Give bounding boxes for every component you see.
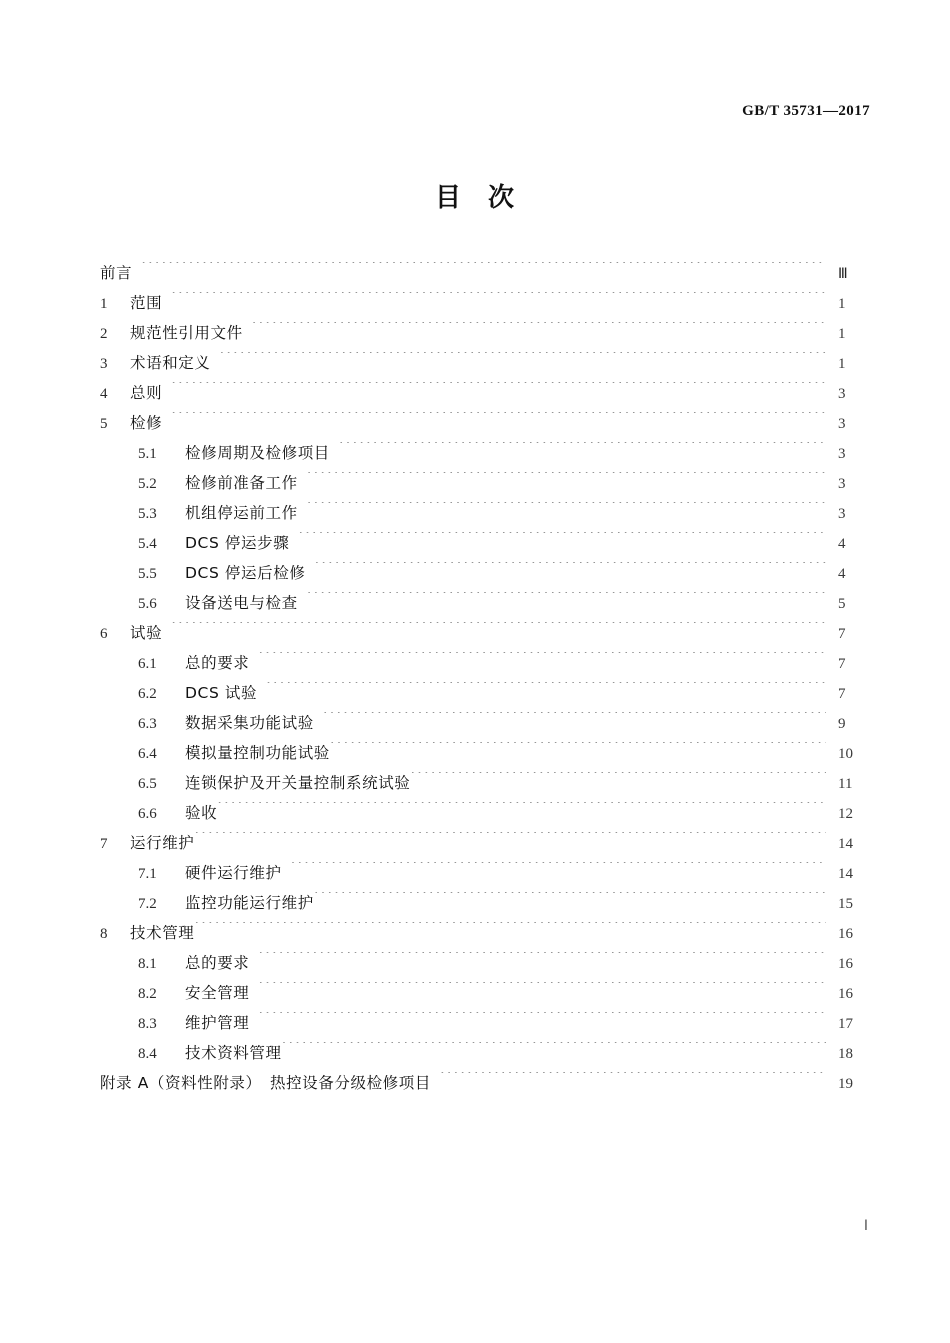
toc-dot-leader: [194, 832, 826, 848]
toc-entry-page-number: 16: [838, 956, 853, 972]
toc-entry-label: 规范性引用文件: [130, 324, 243, 342]
page-title: [0, 177, 950, 214]
toc-dot-leader: [217, 802, 826, 818]
toc-entry-page-number: 19: [838, 1076, 853, 1092]
toc-entry-number: 7: [100, 836, 108, 852]
toc-dot-leader: [171, 622, 826, 638]
toc-entry-label: 模拟量控制功能试验: [185, 744, 330, 762]
toc-entry-number: 6.4: [138, 746, 157, 762]
toc-dot-leader: [171, 292, 826, 308]
toc-entry-page-number: 9: [838, 716, 846, 732]
toc-entry-label: 总的要求: [185, 654, 250, 672]
toc-entry-number: 8.2: [138, 986, 157, 1002]
toc-entry-page-number: 1: [838, 326, 846, 342]
toc-dot-leader: [339, 442, 826, 458]
toc-dot-leader: [291, 862, 826, 878]
toc-entry-page-number: 3: [838, 416, 846, 432]
toc-entry[interactable]: [100, 288, 872, 318]
standard-number-header: GB/T 35731—2017: [742, 103, 870, 119]
toc-entry-label: 术语和定义: [130, 354, 211, 372]
toc-entry-label: 机组停运前工作: [185, 504, 298, 522]
toc-entry-page-number: 10: [838, 746, 853, 762]
toc-entry-page-number: 12: [838, 806, 853, 822]
toc-entry[interactable]: [100, 438, 872, 468]
toc-entry[interactable]: [100, 828, 872, 858]
toc-entry-label: 硬件运行维护: [185, 864, 282, 882]
toc-entry-label: 总则: [130, 384, 163, 402]
toc-entry[interactable]: [100, 948, 872, 978]
toc-entry[interactable]: [100, 1068, 872, 1098]
toc-entry[interactable]: [100, 348, 872, 378]
toc-dot-leader: [266, 682, 826, 698]
toc-entry-label: 技术管理: [130, 924, 195, 942]
toc-entry-label: 附录 A（资料性附录） 热控设备分级检修项目: [100, 1074, 431, 1092]
toc-entry[interactable]: [100, 318, 872, 348]
toc-entry-number: 8.3: [138, 1016, 157, 1032]
toc-entry-number: 6: [100, 626, 108, 642]
toc-entry-number: 6.3: [138, 716, 157, 732]
toc-dot-leader: [171, 382, 826, 398]
toc-entry-page-number: Ⅲ: [838, 266, 848, 282]
toc-entry-label: DCS 试验: [185, 684, 258, 702]
toc-entry[interactable]: [100, 648, 872, 678]
toc-dot-leader: [258, 652, 826, 668]
toc-entry-page-number: 3: [838, 386, 846, 402]
toc-dot-leader: [220, 352, 826, 368]
toc-entry-label: DCS 停运后检修: [185, 564, 306, 582]
toc-entry[interactable]: [100, 1008, 872, 1038]
toc-entry-label: 监控功能运行维护: [185, 894, 314, 912]
toc-entry-page-number: 14: [838, 836, 853, 852]
toc-entry-page-number: 15: [838, 896, 853, 912]
toc-entry-number: 8.1: [138, 956, 157, 972]
toc-entry-label: 设备送电与检查: [185, 594, 298, 612]
toc-entry[interactable]: [100, 708, 872, 738]
toc-entry[interactable]: [100, 678, 872, 708]
toc-dot-leader: [314, 562, 826, 578]
toc-entry-page-number: 16: [838, 986, 853, 1002]
toc-entry[interactable]: [100, 738, 872, 768]
toc-entry[interactable]: [100, 528, 872, 558]
toc-entry-label: 范围: [130, 294, 163, 312]
toc-dot-leader: [330, 742, 826, 758]
toc-entry[interactable]: [100, 1038, 872, 1068]
toc-dot-leader: [323, 712, 826, 728]
toc-entry-page-number: 4: [838, 536, 846, 552]
toc-entry-label: 运行维护: [130, 834, 195, 852]
toc-entry-number: 6.1: [138, 656, 157, 672]
toc-entry-number: 7.1: [138, 866, 157, 882]
table-of-contents: [100, 258, 872, 1098]
toc-entry-page-number: 11: [838, 776, 853, 792]
toc-entry-page-number: 7: [838, 626, 846, 642]
toc-entry[interactable]: [100, 258, 872, 288]
toc-entry-number: 7.2: [138, 896, 157, 912]
toc-entry-page-number: 14: [838, 866, 853, 882]
toc-entry[interactable]: [100, 858, 872, 888]
toc-entry-page-number: 1: [838, 356, 846, 372]
toc-entry-label: 前言: [100, 264, 133, 282]
toc-entry[interactable]: [100, 618, 872, 648]
toc-entry-page-number: 18: [838, 1046, 853, 1062]
toc-entry-page-number: 3: [838, 446, 846, 462]
toc-entry[interactable]: [100, 408, 872, 438]
toc-dot-leader: [307, 472, 826, 488]
toc-entry-label: 验收: [185, 804, 218, 822]
toc-dot-leader: [298, 532, 826, 548]
toc-dot-leader: [258, 982, 826, 998]
toc-entry[interactable]: [100, 378, 872, 408]
page-title-char-1: 目: [434, 183, 462, 213]
toc-entry-label: 连锁保护及开关量控制系统试验: [185, 774, 411, 792]
toc-entry[interactable]: [100, 498, 872, 528]
toc-entry[interactable]: [100, 588, 872, 618]
toc-entry-page-number: 16: [838, 926, 853, 942]
toc-dot-leader: [258, 1012, 826, 1028]
toc-entry-number: 6.5: [138, 776, 157, 792]
toc-entry-page-number: 5: [838, 596, 846, 612]
toc-entry[interactable]: [100, 918, 872, 948]
toc-entry[interactable]: [100, 978, 872, 1008]
toc-dot-leader: [194, 922, 826, 938]
toc-entry-label: 总的要求: [185, 954, 250, 972]
toc-dot-leader: [410, 772, 826, 788]
toc-entry-number: 5: [100, 416, 108, 432]
toc-entry-page-number: 3: [838, 476, 846, 492]
toc-entry-number: 5.5: [138, 566, 157, 582]
toc-entry-number: 5.4: [138, 536, 157, 552]
toc-entry-page-number: 4: [838, 566, 846, 582]
page-title-char-2: 次: [488, 183, 516, 213]
toc-entry-number: 5.3: [138, 506, 157, 522]
toc-entry-number: 4: [100, 386, 108, 402]
toc-entry-label: DCS 停运步骤: [185, 534, 290, 552]
toc-dot-leader: [141, 262, 826, 278]
toc-entry-label: 检修前准备工作: [185, 474, 298, 492]
toc-dot-leader: [258, 952, 826, 968]
toc-entry-label: 安全管理: [185, 984, 250, 1002]
toc-entry-page-number: 1: [838, 296, 846, 312]
page-folio: Ⅰ: [863, 1218, 868, 1234]
toc-dot-leader: [314, 892, 826, 908]
toc-entry[interactable]: [100, 468, 872, 498]
toc-entry-page-number: 17: [838, 1016, 853, 1032]
toc-entry-label: 维护管理: [185, 1014, 250, 1032]
toc-entry-page-number: 7: [838, 656, 846, 672]
toc-entry[interactable]: [100, 768, 872, 798]
toc-entry-number: 2: [100, 326, 108, 342]
toc-entry-number: 5.1: [138, 446, 157, 462]
toc-entry-label: 检修: [130, 414, 163, 432]
toc-entry[interactable]: [100, 888, 872, 918]
toc-entry-number: 5.6: [138, 596, 157, 612]
toc-dot-leader: [307, 592, 826, 608]
toc-dot-leader: [440, 1072, 826, 1088]
toc-entry-label: 技术资料管理: [185, 1044, 282, 1062]
toc-entry[interactable]: [100, 558, 872, 588]
toc-entry-number: 8: [100, 926, 108, 942]
toc-dot-leader: [282, 1042, 826, 1058]
toc-entry-page-number: 3: [838, 506, 846, 522]
toc-entry-number: 3: [100, 356, 108, 372]
toc-entry-number: 6.6: [138, 806, 157, 822]
toc-entry-label: 数据采集功能试验: [185, 714, 314, 732]
toc-entry-number: 1: [100, 296, 108, 312]
toc-dot-leader: [307, 502, 826, 518]
toc-entry-page-number: 7: [838, 686, 846, 702]
toc-entry-number: 6.2: [138, 686, 157, 702]
toc-entry-label: 检修周期及检修项目: [185, 444, 330, 462]
toc-entry[interactable]: [100, 798, 872, 828]
toc-entry-label: 试验: [130, 624, 163, 642]
toc-dot-leader: [171, 412, 826, 428]
toc-entry-number: 8.4: [138, 1046, 157, 1062]
toc-dot-leader: [252, 322, 826, 338]
toc-entry-number: 5.2: [138, 476, 157, 492]
